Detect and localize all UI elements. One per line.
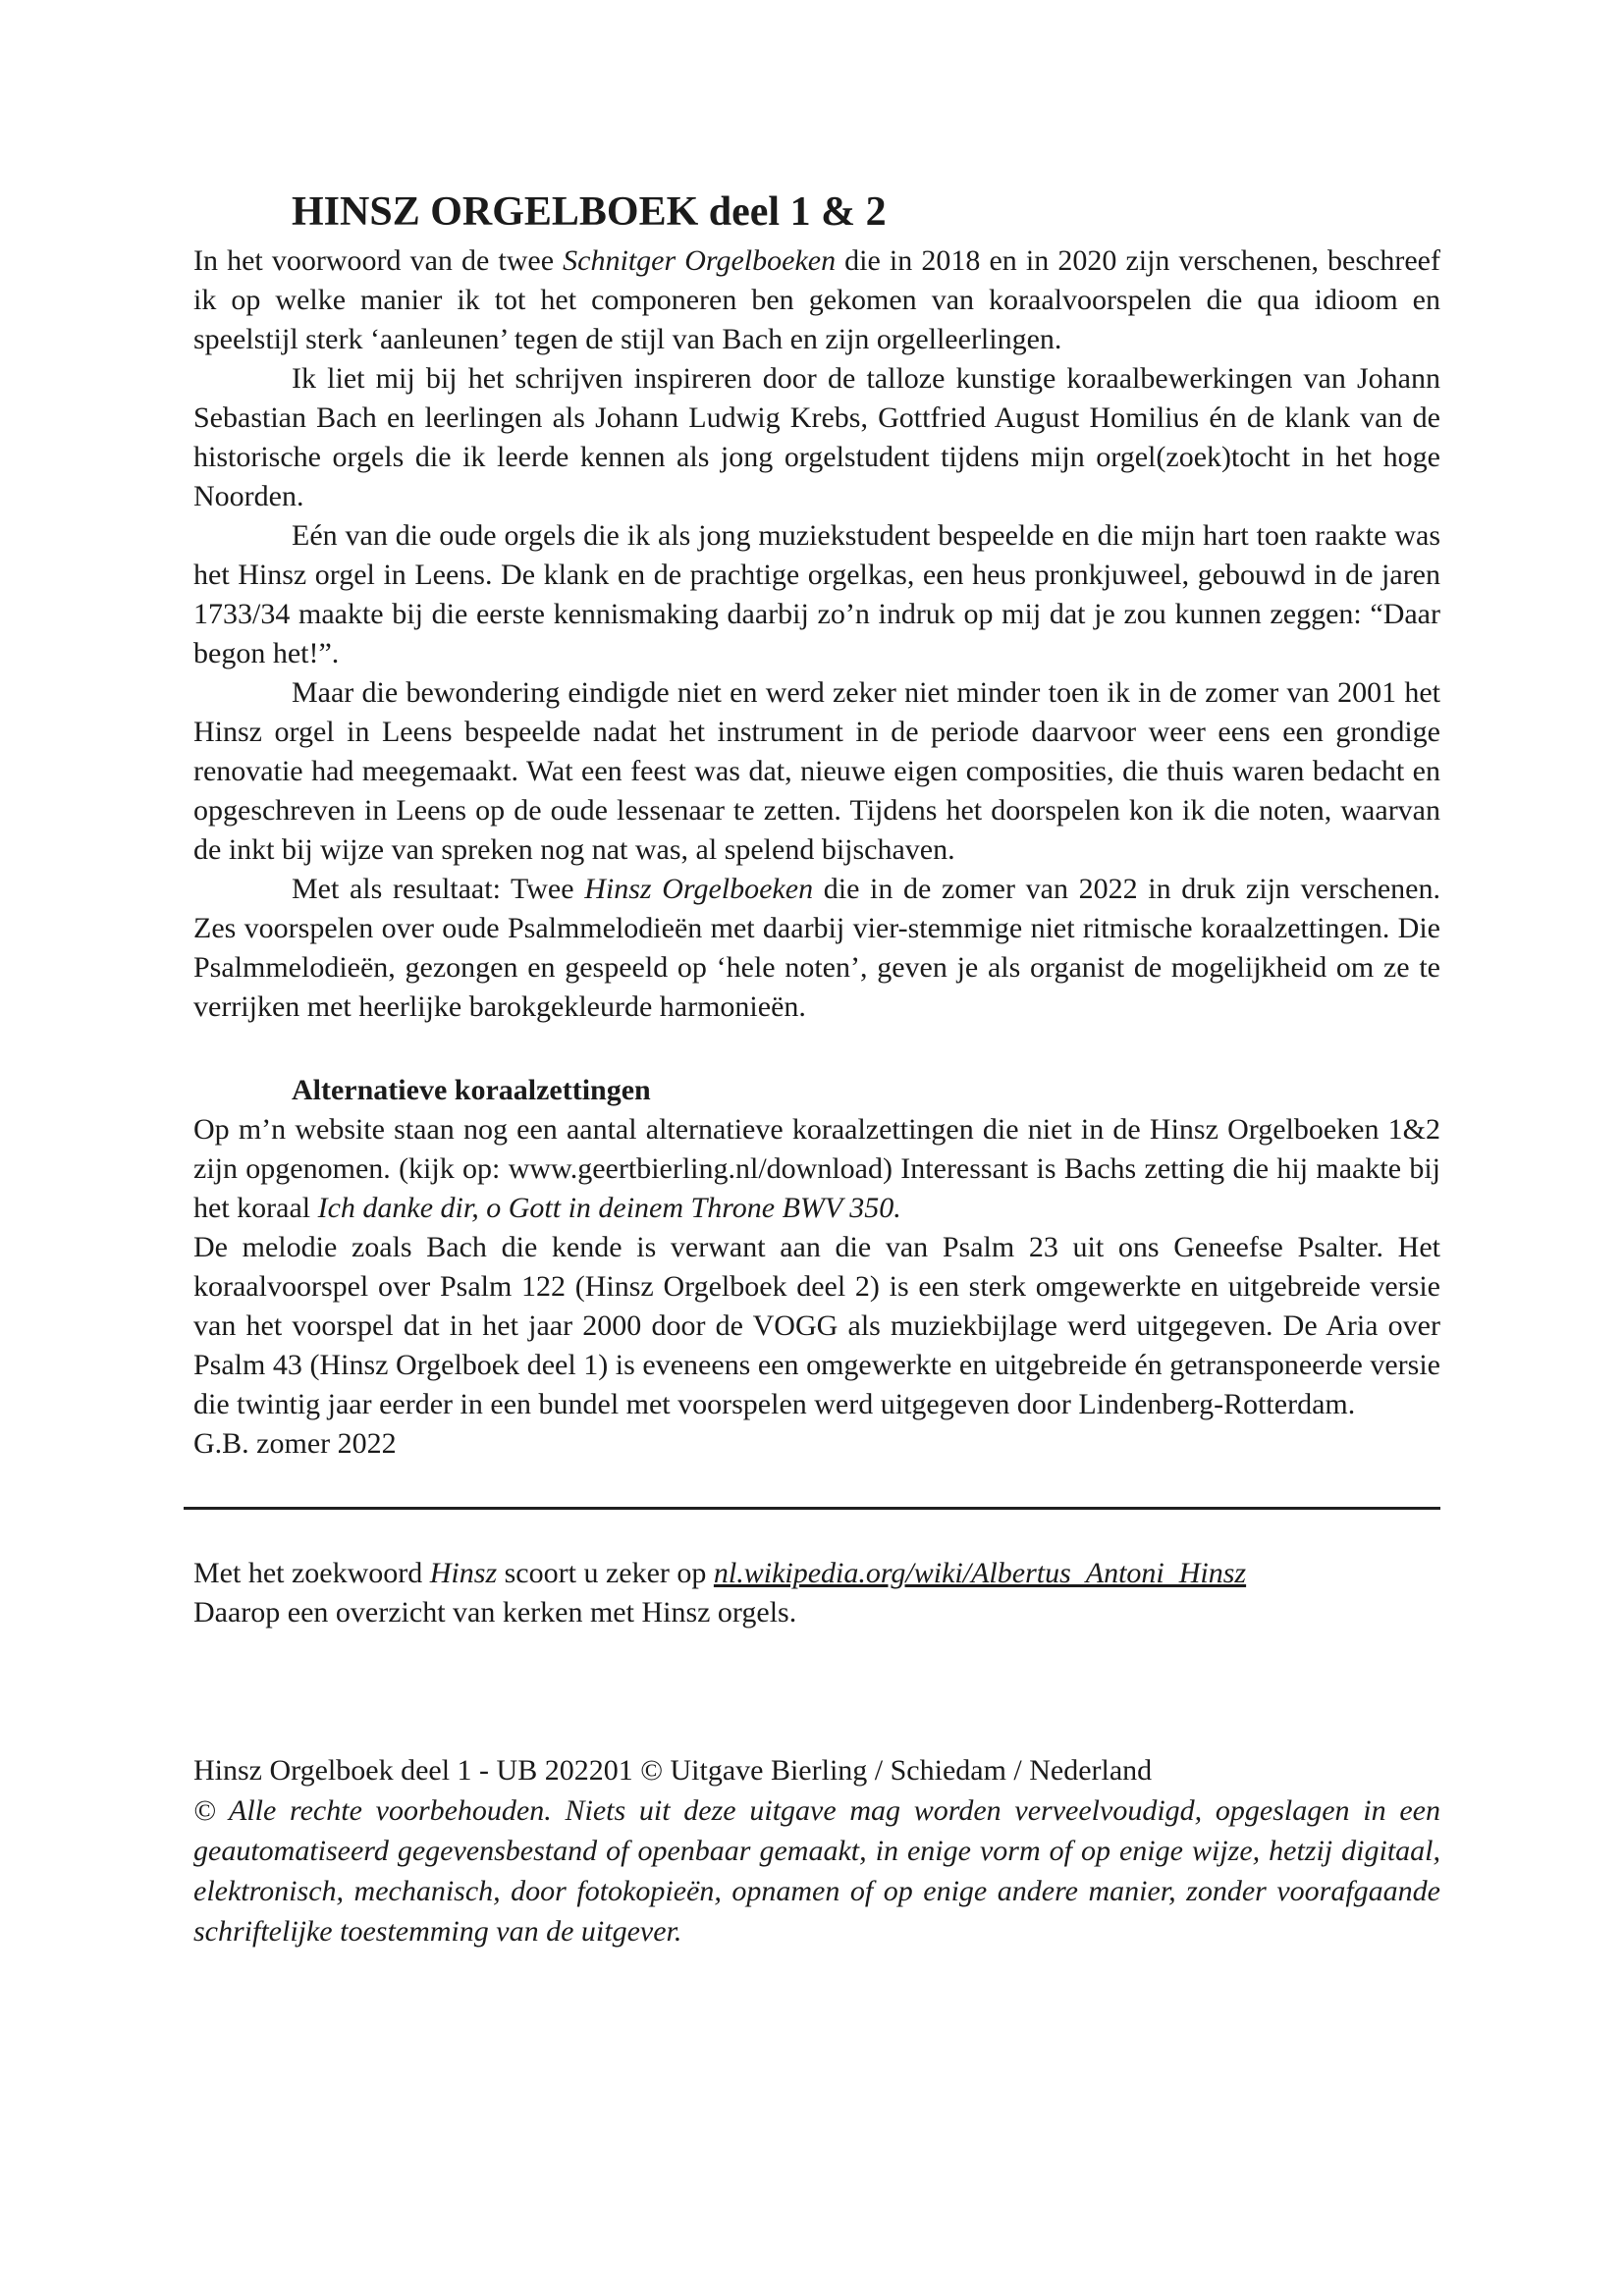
page-title: HINSZ ORGELBOEK deel 1 & 2 — [292, 189, 887, 235]
edition-line: Hinsz Orgelboek deel 1 - UB 202201 © Uitgave Bierling / Schiedam / Nederland — [193, 1754, 1153, 1787]
geertbierling-link[interactable]: www.geertbierling.nl/download — [508, 1152, 883, 1185]
copyright-notice: © Alle rechte voorbehouden. Niets uit deze uitgave mag worden verveelvoudigd, opgeslagen in een geautomatiseerd gegevensbestand of openbaar gemaakt, in enige vorm of op enige wijze, hetzij digitaal, elektronisch, mechanisch, door fotokopieën, opnamen of op enige andere manier, zonder voorafgaande schriftelijke toestemming van de uitgever. — [193, 1794, 1440, 1948]
wiki-line — [193, 1554, 1440, 1593]
text-segment: Op m’n website staan nog een aantal alternatieve koraalzettingen die niet in de Hinsz Orgelboeken 1&2 zijn opgenomen. (kijk op: — [193, 1113, 1440, 1185]
text-segment: die in 2018 en in 2020 zijn verschenen, beschreef ik op welke manier ik tot het componeren ben gekomen van koraalvoorspelen die qua idioom en speelstijl sterk ‘aanleunen’ tegen de stijl van Bach en zijn orgelleerlingen. — [193, 244, 1440, 355]
text-segment: Schnitger Orgelboeken — [563, 244, 837, 277]
intro-section — [193, 241, 1440, 1027]
text-segment: ) Interessant is Bachs zetting die hij maakte bij het koraal — [193, 1152, 1440, 1224]
paragraph-leens-orgel — [193, 516, 1440, 673]
search-note — [193, 1554, 1440, 1632]
text-segment: In het voorwoord van de twee — [193, 244, 564, 277]
footer — [193, 1750, 1440, 1951]
text-segment: Hinsz Orgelboeken — [584, 873, 814, 905]
text-segment: Ik liet mij bij het schrijven inspireren door de talloze kunstige koraalbewerkingen van Johann Sebastian Bach en leerlingen als Johann Ludwig Krebs, Gottfried August Homilius én de klank van de historische orgels die ik leerde kennen als jong orgelstudent tijdens mijn orgel(zoek)tocht in het hoge Noorden. — [193, 362, 1440, 512]
paragraph-bewondering — [193, 673, 1440, 870]
alternatieve-section — [193, 1110, 1440, 1464]
wiki-line-2: Daarop een overzicht van kerken met Hinsz orgels. — [193, 1596, 797, 1629]
wiki-line-keyword: Hinsz — [429, 1557, 498, 1589]
paragraph-voorwoord — [193, 241, 1440, 359]
wiki-line-middle: scoort u zeker op — [497, 1557, 714, 1589]
paragraph-inspiratie — [193, 359, 1440, 516]
wikipedia-link[interactable]: nl.wikipedia.org/wiki/Albertus_Antoni_Hinsz — [713, 1557, 1247, 1589]
paragraph-melodie — [193, 1228, 1440, 1424]
text-segment: Maar die bewondering eindigde niet en werd zeker niet minder toen ik in de zomer van 2001 het Hinsz orgel in Leens bespeelde nadat het instrument in de periode daarvoor weer eens een grondige renovatie had meegemaakt. Wat een feest was dat, nieuwe eigen composities, die thuis waren bedacht en opgeschreven in Leens op de oude lessenaar te zetten. Tijdens het doorspelen kon ik die noten, waarvan de inkt bij wijze van spreken nog nat was, al spelend bijschaven. — [193, 676, 1440, 866]
paragraph-website — [193, 1110, 1440, 1228]
horizontal-rule — [184, 1507, 1440, 1510]
section-heading-alternatieve-koraalzettingen: Alternatieve koraalzettingen — [292, 1074, 651, 1106]
paragraph-resultaat — [193, 870, 1440, 1027]
wiki-line-prefix: Met het zoekwoord — [193, 1557, 430, 1589]
text-segment: die in de zomer van 2022 in druk zijn verschenen. Zes voorspelen over oude Psalmmelodieën met daarbij vier-stemmige niet ritmische koraalzettingen. Die Psalmmelodieën, gezongen en gespeeld op ‘hele noten’, geven je als organist de mogelijkheid om ze te verrijken met heerlijke barokgekleurde harmonieën. — [193, 873, 1440, 1023]
text-segment: Met als resultaat: Twee — [292, 873, 585, 905]
text-segment: Eén van die oude orgels die ik als jong muziekstudent bespeelde en die mijn hart toen raakte was het Hinsz orgel in Leens. De klank en de prachtige orgelkas, een heus pronkjuweel, gebouwd in de jaren 1733/34 maakte bij die eerste kennismaking daarbij zo’n indruk op mij dat je zou kunnen zeggen: “Daar begon het!”. — [193, 519, 1440, 669]
text-segment: Ich danke dir, o Gott in deinem Throne BWV 350. — [317, 1192, 901, 1224]
text-segment: De melodie zoals Bach die kende is verwant aan die van Psalm 23 uit ons Geneefse Psalter. Het koraalvoorspel over Psalm 122 (Hinsz Orgelboek deel 2) is een sterk omgewerkte en uitgebreide versie van het voorspel dat in het jaar 2000 door de VOGG als muziekbijlage werd uitgegeven. De Aria over Psalm 43 (Hinsz Orgelboek deel 1) is eveneens een omgewerkte en uitgebreide én getransponeerde versie die twintig jaar eerder in een bundel met voorspelen werd uitgegeven door Lindenberg-Rotterdam. — [193, 1231, 1440, 1420]
signature-line: G.B. zomer 2022 — [193, 1427, 397, 1460]
